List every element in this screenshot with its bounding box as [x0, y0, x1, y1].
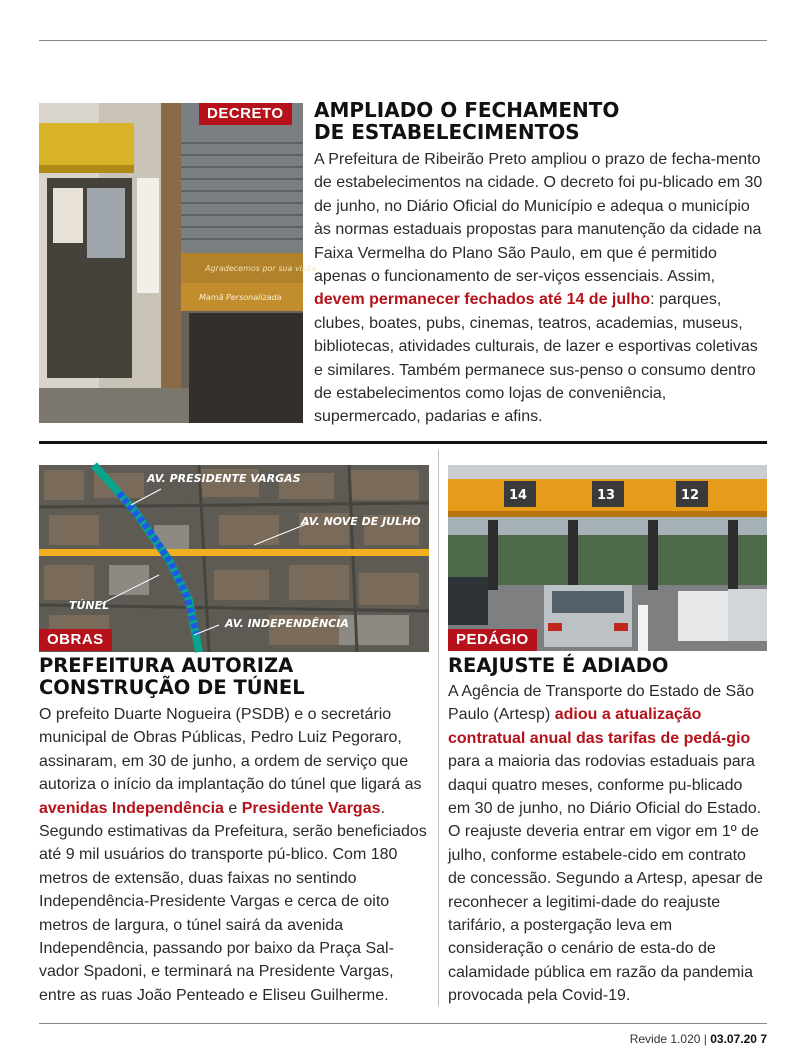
story1-headline-line1: AMPLIADO O FECHAMENTO — [314, 98, 620, 122]
toll-plaza-illustration — [448, 465, 767, 651]
story1-body — [314, 148, 768, 429]
map-label-independencia: AV. INDEPENDÊNCIA — [225, 617, 349, 630]
booth-number-13: 13 — [597, 488, 616, 503]
category-tag-decreto: DECRETO — [199, 103, 292, 125]
story1-text-2: : parques, clubes, boates, pubs, cinemas, teatros, academias, museus, bibliotecas, atividades culturais, de lazer e esportivas coletivas e similares. Também permanece sus-penso o consumo dentro de estabelecimentos como lojas de conveniência, supermercado, padarias e afins. — [314, 291, 758, 426]
page-number: 7 — [760, 1032, 767, 1046]
issue-date: 03.07.20 — [710, 1032, 757, 1046]
story3-text-2: para a maioria das rodovias estaduais para daqui quatro meses, conforme pu-blicado em 30 de junho, no Diário Oficial do Estado. O reajuste deveria entrar em vigor em 1º de julho, conforme estabele-cido em contrato de concessão. Segundo a Artesp, apesar de reconhecer a legitimi-dade do reajuste tarifário, a postergação leva em consideração o cenário de esta-do de calamidade pública em razão da pandemia provocada pela Covid-19. — [448, 753, 763, 1005]
booth-number-12: 12 — [681, 488, 700, 503]
story3-text-1: A Agência de Transporte do Estado de São Paulo (Artesp) — [448, 683, 754, 724]
toll-plaza-photo — [448, 465, 767, 651]
story2-text-3: . Segundo estimativas da Prefeitura, serão beneficiados até 9 mil usuários do transporte pú-blico. Com 180 metros de extensão, duas faixas no sentindo Independência-Presidente Vargas e cerca de oito metros de largura, o túnel sairá da avenida Independência, passando por baixo da Praça Sal-vador Spadoni, e terminará na Presidente Vargas, entre as ruas João Penteado e Eliseu Guilherme. — [39, 799, 427, 1004]
story2-text-2: e — [223, 799, 242, 817]
shop-photo — [39, 103, 317, 423]
story2-headline — [39, 655, 305, 699]
story1-headline-line2: DE ESTABELECIMENTOS — [314, 120, 580, 144]
story2-highlight-1: avenidas Independência — [39, 799, 224, 817]
map-label-tunel: TÚNEL — [69, 599, 110, 612]
bottom-rule — [39, 1023, 767, 1024]
page-footer — [630, 1032, 767, 1046]
section-divider — [39, 441, 767, 444]
magazine-issue: Revide 1.020 — [629, 1032, 701, 1046]
aerial-map-illustration — [39, 465, 429, 652]
storefront-illustration — [39, 103, 317, 423]
story2-highlight-2: Presidente Vargas — [241, 799, 381, 817]
story3-body — [448, 680, 768, 1008]
map-label-vargas: AV. PRESIDENTE VARGAS — [147, 472, 301, 485]
shop-sign-text-2: Mamã Personalizada — [199, 293, 282, 302]
story2-body — [39, 703, 430, 1007]
footer-separator: | — [703, 1032, 707, 1046]
map-label-nove-de-julho: AV. NOVE DE JULHO — [301, 515, 421, 528]
story2-text-1: O prefeito Duarte Nogueira (PSDB) e o secretário municipal de Obras Públicas, Pedro Luiz Pegoraro, assinaram, em 30 de junho, a ordem de serviço que autoriza o início da implantação do túnel que ligará as — [39, 706, 422, 794]
story1-headline — [314, 99, 619, 143]
booth-number-14: 14 — [509, 488, 528, 503]
column-divider — [438, 450, 439, 1006]
aerial-map-photo — [39, 465, 429, 652]
top-rule — [39, 40, 767, 41]
story1-text-1: A Prefeitura de Ribeirão Preto ampliou o prazo de fecha-mento de estabelecimentos na cidade. O decreto foi pu-blicado em 30 de junho, no Diário Oficial do Município e adequa o município às normas estaduais propostas para manutenção da cidade na Faixa Vermelha do Plano São Paulo, em que é permitido apenas o funcionamento de ser-viços essenciais. Assim, — [314, 151, 763, 286]
story2-headline-line1: PREFEITURA AUTORIZA — [39, 654, 294, 677]
story1-highlight: devem permanecer fechados até 14 de julho — [314, 291, 651, 309]
story3-highlight: adiou a atualização contratual anual das tarifas de pedá-gio — [448, 706, 751, 747]
shop-sign-text: Agradecemos por sua visita — [205, 264, 317, 273]
story2-headline-line2: CONSTRUÇÃO DE TÚNEL — [39, 676, 305, 699]
category-tag-obras: OBRAS — [39, 629, 112, 651]
category-tag-pedagio: PEDÁGIO — [448, 629, 537, 651]
story3-headline: REAJUSTE É ADIADO — [448, 654, 669, 677]
